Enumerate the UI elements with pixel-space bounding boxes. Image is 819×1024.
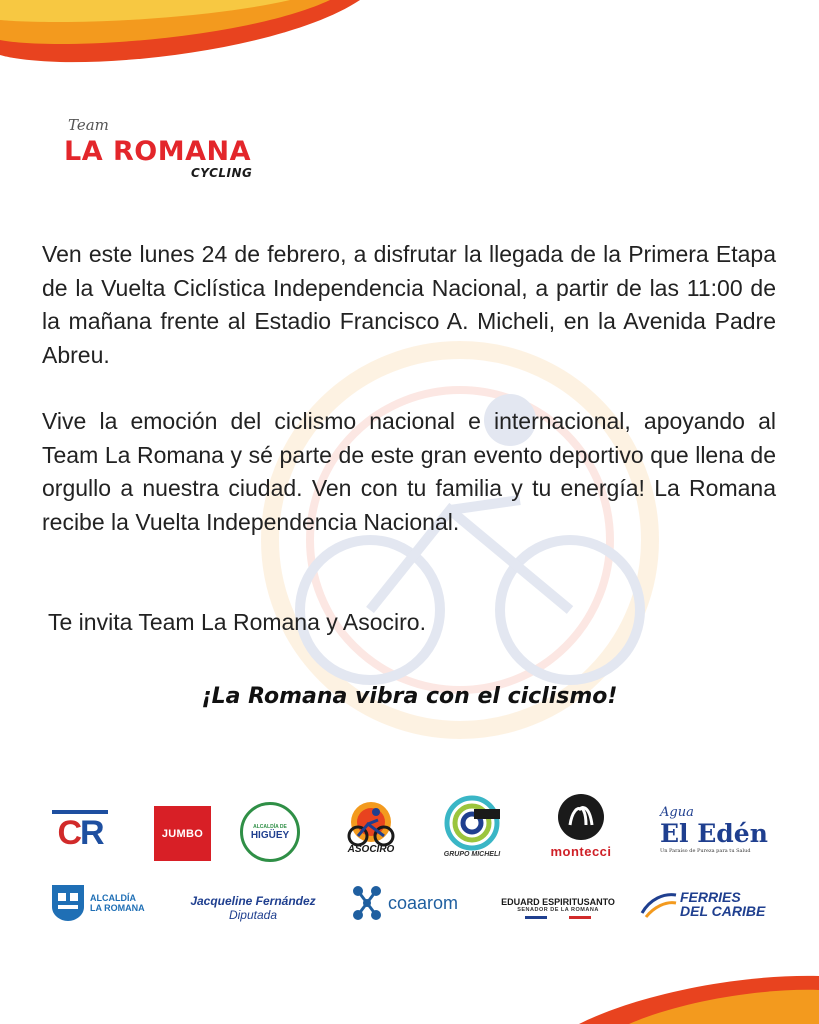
jacqueline-fernandez-logo [170, 890, 336, 926]
cr-letter-c: C [57, 813, 80, 852]
cr-letter-r: R [80, 813, 103, 852]
alcaldia-la-romana-logo [50, 880, 158, 926]
coaarom-text: coaarom [388, 892, 459, 913]
paragraph-invitation: Ven este lunes 24 de febrero, a disfrutar la llegada de la Primera Etapa de la Vuelta Ciclística Independencia Nacional, a partir de las 11:00 de la mañana frente al Estadio Francisco A. Micheli, en la Avenida Padre Abreu. [42, 241, 776, 368]
jacqueline-role: Diputada [228, 908, 278, 922]
slogan: ¡La Romana vibra con el ciclismo! [201, 684, 618, 709]
paragraph-emotion: Vive la emoción del ciclismo nacional e internacional, apoyando al Team La Romana y sé parte de este gran evento deportivo que llena de orgullo a nuestra ciudad. Ven con tu familia y tu energía! La Romana recibe la Vuelta Independencia Nacional. [42, 408, 776, 535]
paragraph-invite-signature: Te invita Team La Romana y Asociro. [48, 609, 426, 635]
ferries-wave-icon [640, 889, 678, 919]
bottom-swoosh-decoration [519, 964, 819, 1024]
alcaldia-higuey-logo [240, 802, 300, 862]
micheli-spiral-icon [444, 795, 500, 851]
logo-team-text: Team [68, 116, 109, 134]
eduard-role: SENADOR DE LA ROMANA [517, 907, 599, 913]
jumbo-sponsor-logo [154, 806, 211, 861]
montecci-logo [536, 792, 626, 860]
ferries-del-caribe-logo [640, 884, 780, 924]
higuey-big-text: HIGÜEY [250, 829, 290, 841]
jacqueline-name: Jacqueline Fernández [190, 894, 316, 908]
cr-sponsor-logo [50, 808, 110, 858]
coaarom-logo [350, 880, 476, 926]
alcaldia-line2: LA ROMANA [90, 903, 145, 913]
team-la-romana-logo [64, 116, 264, 186]
eduard-espiritusanto-logo [494, 890, 622, 926]
ferries-line1: FERRIES [680, 889, 741, 905]
grupo-micheli-logo [434, 792, 510, 860]
asociro-text: ASOCIRO [347, 843, 395, 855]
asociro-cyclist-icon [340, 800, 402, 848]
agua-el-eden-logo [660, 798, 772, 860]
logo-name-text: LA ROMANA [64, 136, 252, 167]
top-swoosh-decoration [0, 0, 819, 70]
higuey-small-text: ALCALDÍA DE [253, 823, 287, 830]
montecci-text: montecci [550, 844, 612, 859]
alcaldia-line1: ALCALDÍA [90, 893, 136, 903]
flag-stripe [525, 916, 591, 919]
micheli-text: GRUPO MICHELI [443, 850, 501, 858]
eden-tagline-text: Un Paraíso de Pureza para tu Salud [660, 847, 751, 854]
coaarom-molecule-icon [350, 883, 384, 923]
eden-agua-text: Agua [660, 804, 694, 820]
montecci-emblem-icon [556, 793, 606, 841]
logo-cycling-text: CYCLING [191, 166, 253, 180]
jumbo-text: JUMBO [161, 827, 204, 840]
eden-name-text: El Edén [660, 818, 768, 848]
eduard-name: EDUARD ESPIRITUSANTO [501, 897, 615, 907]
asociro-logo [334, 795, 408, 859]
ferries-line2: DEL CARIBE [680, 903, 766, 919]
alcaldia-shield-icon [50, 883, 86, 923]
